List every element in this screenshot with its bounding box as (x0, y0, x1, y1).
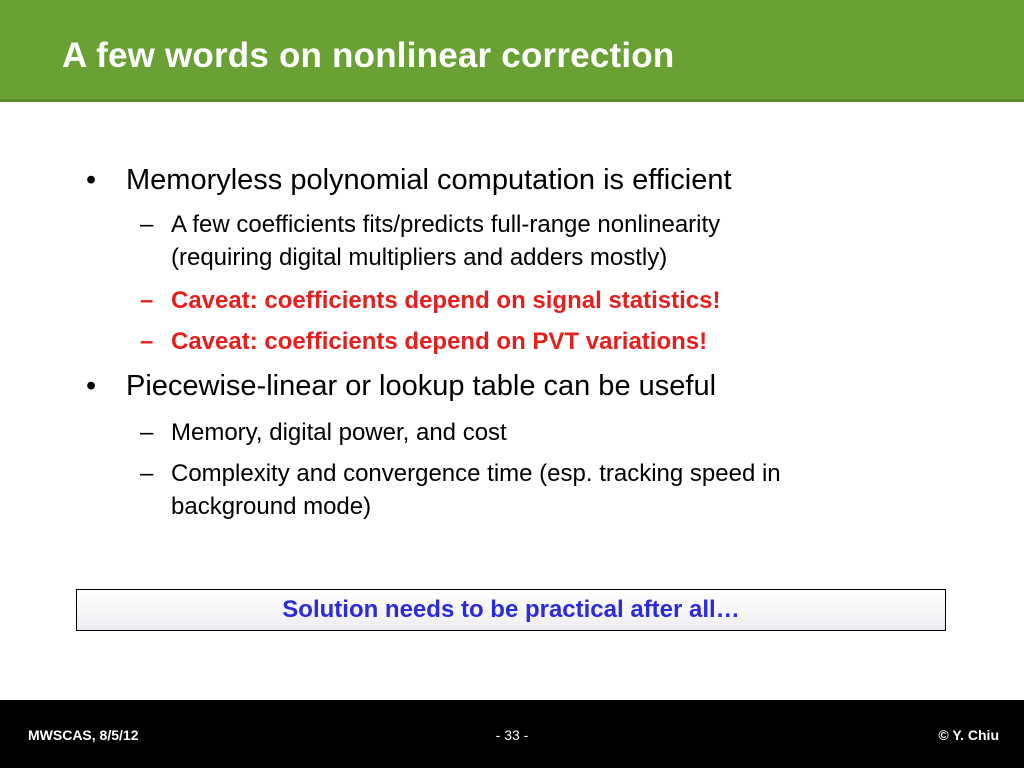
sub-bullet-dash: – (140, 287, 154, 314)
sub-bullet-text (171, 208, 911, 274)
title-bar (0, 0, 1024, 102)
sub-bullet-text (171, 325, 911, 358)
sub-bullet-text (171, 457, 911, 523)
sub-bullet-dash: – (140, 460, 154, 487)
callout-text: Solution needs to be practical after all… (282, 596, 740, 623)
sub-bullet-line: Complexity and convergence time (esp. tracking speed in (171, 460, 781, 487)
footer-bar (0, 700, 1024, 768)
slide-title: A few words on nonlinear correction (62, 36, 675, 75)
footer-conference-date: MWSCAS, 8/5/12 (28, 727, 139, 743)
sub-bullet-dash: – (140, 419, 154, 446)
bullet-text: Piecewise-linear or lookup table can be useful (126, 370, 717, 402)
sub-bullet-line: Caveat: coefficients depend on signal statistics! (171, 287, 721, 314)
bullet-text: Memoryless polynomial computation is efficient (126, 164, 732, 196)
sub-bullet-dash: – (140, 211, 154, 238)
footer-page-number: - 33 - (495, 727, 529, 743)
callout-box (76, 589, 946, 631)
sub-bullet-dash: – (140, 328, 154, 355)
sub-bullet-line: background mode) (171, 493, 372, 520)
sub-bullet-line: (requiring digital multipliers and adders mostly) (171, 244, 668, 271)
sub-bullet-text (171, 284, 911, 317)
sub-bullet-line: Caveat: coefficients depend on PVT variations! (171, 328, 708, 355)
bullet-mark: • (86, 164, 97, 196)
sub-bullet-line: Memory, digital power, and cost (171, 419, 507, 446)
bullet-mark: • (86, 370, 97, 402)
footer-copyright: © Y. Chiu (938, 727, 999, 743)
sub-bullet-line: A few coefficients fits/predicts full-range nonlinearity (171, 211, 721, 238)
sub-bullet-text (171, 416, 911, 449)
